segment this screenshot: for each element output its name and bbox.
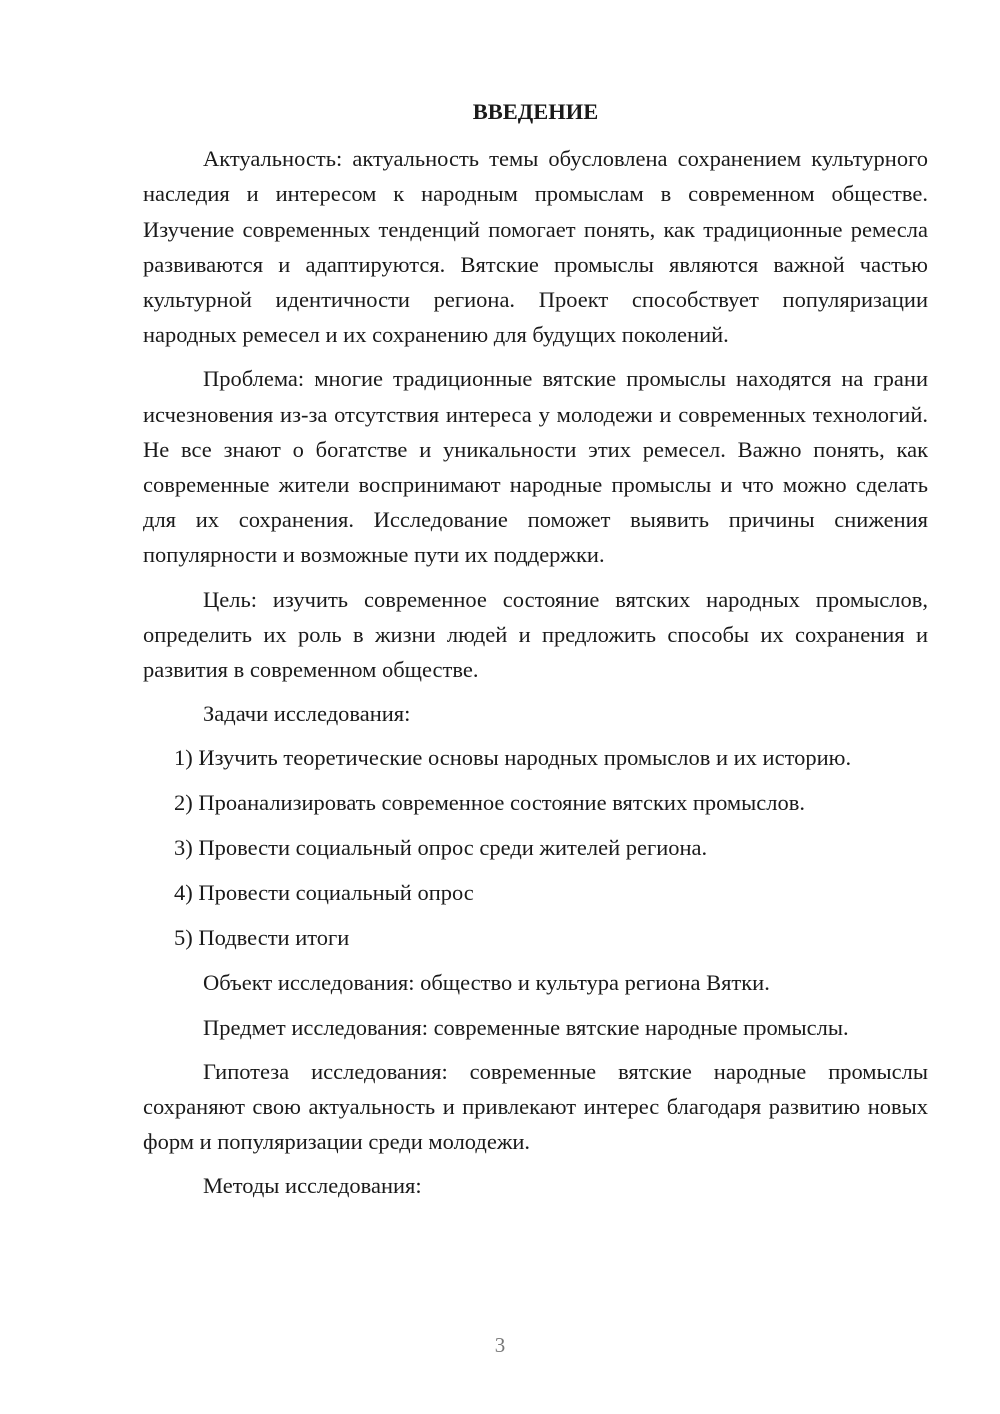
page-number: 3 (494, 1333, 506, 1357)
paragraph-relevance: Актуальность: актуальность темы обусловлена сохранением культурного наследия и интересом к народным промыслам в современном обществе. Изучение современных тенденций помогает понять, как традиционные ремесла развиваются и адаптируются. Вятские промыслы являются важной частью культурной идентичности региона. Проект способствует популяризации народных ремесел и их сохранению для будущих поколений. (143, 146, 928, 348)
list-item: 2) Проанализировать современное состояние вятских промыслов. (174, 790, 805, 816)
research-object: Объект исследования: общество и культура региона Вятки. (203, 970, 770, 996)
list-item: 4) Провести социальный опрос (174, 880, 474, 906)
research-subject: Предмет исследования: современные вятские народные промыслы. (203, 1014, 849, 1040)
list-item: 3) Провести социальный опрос среди жителей региона. (174, 835, 708, 861)
tasks-list (143, 740, 928, 955)
tasks-heading: Задачи исследования: (203, 701, 411, 727)
paragraph-goal: Цель: изучить современное состояние вятских народных промыслов, определить их роль в жизни людей и предложить способы их сохранения и развития в современном обществе. (143, 586, 928, 683)
methods-heading: Методы исследования: (203, 1173, 422, 1199)
list-item: 5) Подвести итоги (174, 925, 350, 951)
list-item: 1) Изучить теоретические основы народных промыслов и их историю. (174, 745, 852, 771)
paragraph-problem: Проблема: многие традиционные вятские промыслы находятся на грани исчезновения из-за отсутствия интереса у молодежи и современных технологий. Не все знают о богатстве и уникальности этих ремесел. Важно понять, как современные жители воспринимают народные промыслы и что можно сделать для их сохранения. Исследование поможет выявить причины снижения популярности и возможные пути их поддержки. (143, 366, 928, 568)
research-hypothesis: Гипотеза исследования: современные вятские народные промыслы сохраняют свою актуальность и привлекают интерес благодаря развитию новых форм и популяризации среди молодежи. (143, 1058, 928, 1155)
document-page (143, 94, 928, 1213)
section-title: ВВЕДЕНИЕ (472, 99, 599, 124)
